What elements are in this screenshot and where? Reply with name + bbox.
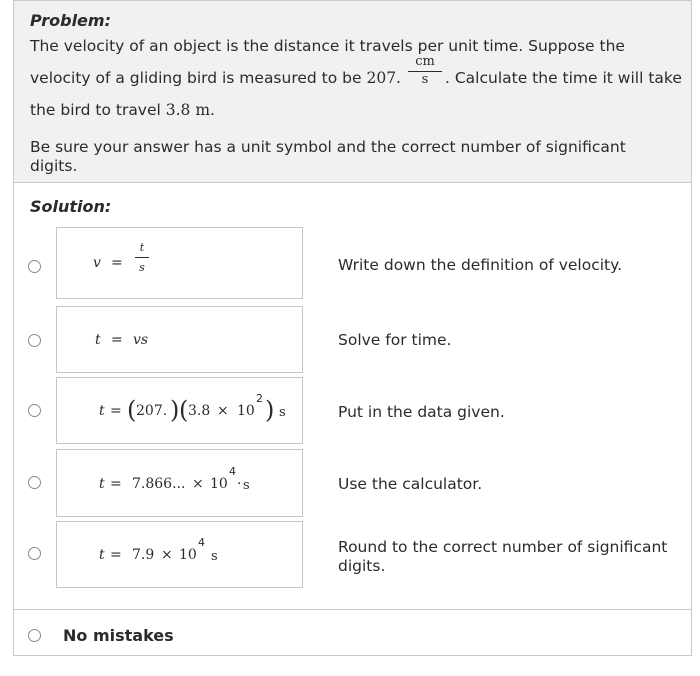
- step-1-radio[interactable]: [28, 260, 41, 273]
- step-4-exponent: 4: [229, 465, 236, 478]
- problem-line-3-prefix: the bird to travel: [30, 101, 166, 119]
- distance-value: 3.8 m: [165, 101, 211, 119]
- step-3-equals: =: [110, 403, 122, 419]
- step-3-value-1: 207.: [136, 403, 168, 419]
- step-2-radio[interactable]: [28, 334, 41, 347]
- problem-card: [13, 0, 692, 656]
- step-3-unit: s: [279, 405, 286, 420]
- step-5-radio[interactable]: [28, 547, 41, 560]
- velocity-value: 207.: [366, 69, 401, 87]
- step-3-base: 10: [237, 403, 255, 419]
- velocity-unit-numerator: cm: [415, 54, 435, 69]
- step-4-mantissa: 7.866...: [132, 476, 186, 492]
- step-5-mantissa: 7.9: [132, 547, 155, 563]
- step-3-exponent: 2: [256, 392, 263, 405]
- velocity-unit-denominator: s: [421, 72, 429, 87]
- step-4-equals: =: [110, 476, 122, 492]
- problem-line-2-suffix: . Calculate the time it will take: [445, 69, 682, 87]
- step-4-base: 10: [210, 476, 228, 492]
- step-3-equation-box: [56, 377, 303, 444]
- step-3-value-2: 3.8: [188, 403, 211, 419]
- solution-heading: Solution:: [30, 197, 112, 216]
- step-1-fraction: [135, 241, 149, 274]
- step-3-description: Put in the data given.: [338, 403, 505, 421]
- step-2-rhs: vs: [133, 332, 149, 348]
- step-2-lhs: t: [95, 332, 101, 348]
- step-3-close-paren-2: ): [265, 396, 275, 424]
- step-1-equation-box: [56, 227, 303, 299]
- step-2-description: Solve for time.: [338, 331, 452, 349]
- step-4-description: Use the calculator.: [338, 475, 483, 493]
- step-5-times: ×: [161, 547, 173, 563]
- step-1-lhs: v: [93, 255, 101, 271]
- step-3-open-paren-2: (: [179, 396, 189, 424]
- no-mistakes-label[interactable]: No mistakes: [63, 626, 174, 645]
- problem-line-2: [30, 68, 401, 88]
- step-5-lhs: t: [99, 547, 105, 563]
- step-5-equals: =: [110, 547, 122, 563]
- step-1-equals: =: [111, 255, 123, 271]
- no-mistakes-radio[interactable]: [28, 629, 41, 642]
- problem-heading: Problem:: [30, 11, 111, 30]
- problem-section: [14, 1, 691, 183]
- step-3-radio[interactable]: [28, 404, 41, 417]
- instruction-line-2: digits.: [30, 157, 78, 175]
- step-3-open-paren-1: (: [127, 396, 137, 424]
- problem-line-3-suffix: .: [210, 101, 215, 119]
- step-3-times: ×: [217, 403, 229, 419]
- fraction-bar: [135, 257, 149, 258]
- step-3-close-paren-1: ): [170, 396, 180, 424]
- step-5-exponent: 4: [198, 536, 205, 549]
- step-5-description-line-2: digits.: [338, 557, 386, 575]
- step-5-description: [338, 538, 667, 576]
- step-2-equals: =: [111, 332, 123, 348]
- step-2-equation-box: [56, 306, 303, 373]
- step-1-description: Write down the definition of velocity.: [338, 256, 623, 274]
- step-3-lhs: t: [99, 403, 105, 419]
- problem-line-1: The velocity of an object is the distance it travels per unit time. Suppose the: [30, 37, 625, 55]
- step-5-equation-box: [56, 521, 303, 588]
- divider: [14, 609, 691, 610]
- velocity-unit-fraction: [404, 54, 446, 87]
- problem-line-3: [30, 100, 215, 120]
- step-5-unit: s: [211, 549, 218, 564]
- step-5-description-line-1: Round to the correct number of significant: [338, 538, 668, 556]
- step-4-equation-box: [56, 449, 303, 517]
- problem-line-2-prefix: velocity of a gliding bird is measured to be: [30, 69, 367, 87]
- instruction-line-1: Be sure your answer has a unit symbol and the correct number of significant: [30, 138, 626, 156]
- step-1-denominator: s: [139, 261, 145, 274]
- step-4-radio[interactable]: [28, 476, 41, 489]
- step-4-unit: s: [243, 478, 250, 493]
- step-4-times: ×: [192, 476, 204, 492]
- step-5-base: 10: [179, 547, 197, 563]
- step-4-lhs: t: [99, 476, 105, 492]
- step-4-dot: ·: [237, 476, 242, 492]
- step-1-numerator: t: [139, 241, 145, 254]
